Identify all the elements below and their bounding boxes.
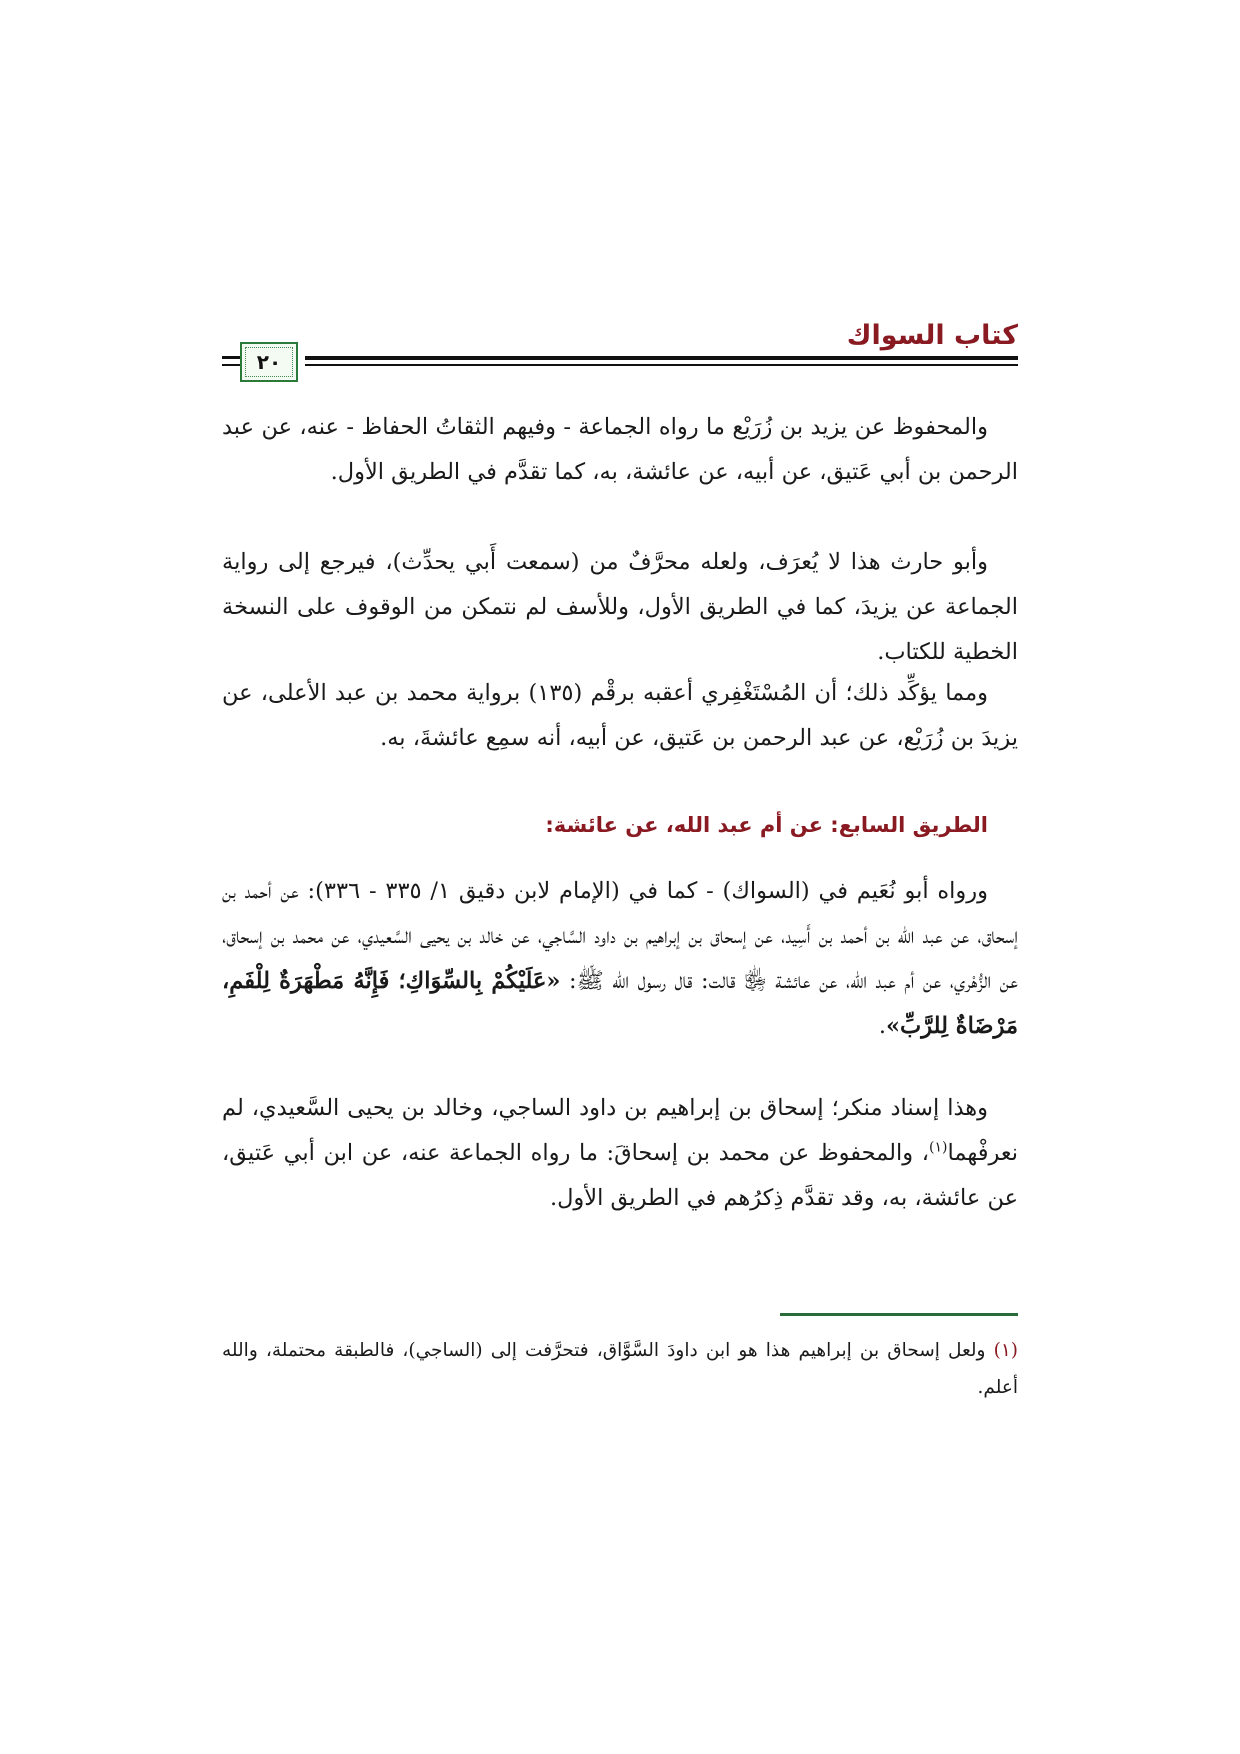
page-number-frame [240, 342, 298, 382]
subheading-block [222, 803, 1018, 848]
header-rule-left-thin [222, 364, 240, 366]
paragraph-1: والمحفوظ عن يزيد بن زُرَيْع ما رواه الجماعة - وفيهم الثقاتُ الحفاظ - عنه، عن عبد الرحمن بن أبي عَتيق، عن أبيه، عن عائشة، به، كما تقدَّم في الطريق الأول. [222, 414, 1018, 485]
paragraph-4-text: ورواه أبو نُعَيم في (السواك) - كما في (الإمام لابن دقيق ١/ ٣٣٥ - ٣٣٦): عن أحمد بن إسحاق، عن عبد الله بن أحمد بن أَسِيد، عن إسحاق بن إبراهيم بن داود السَّاجي، عن خالد بن يحيى السَّعيدي، عن محمد بن إسحاق، عن الزُّهْري، عن أم عبد الله، عن عائشة ﵂ قالت: قال رسول الله ﷺ: [222, 878, 1018, 994]
paragraph-1-block [222, 405, 1018, 495]
footnote-marker: (١) [993, 1340, 1018, 1361]
book-title: كتاب السواك [846, 320, 1018, 351]
page-number: ٢٠ [256, 350, 282, 374]
header-rule-thin [305, 364, 1018, 366]
paragraph-3: ومما يؤكِّد ذلك؛ أن المُسْتَغْفِري أعقبه برقْم (١٣٥) برواية محمد بن عبد الأعلى، عن يزيدَ بن زُرَيْع، عن عبد الرحمن بن عَتيق، عن أبيه، أنه سمِع عائشةَ، به. [222, 680, 1018, 751]
footnote-separator [780, 1313, 1018, 1316]
header-rule-thick [305, 356, 1018, 360]
section-heading: الطريق السابع: عن أم عبد الله، عن عائشة: [545, 813, 988, 837]
paragraph-2: وأبو حارث هذا لا يُعرَف، ولعله محرَّفٌ من (سمعت أَبي يحدِّث)، فيرجع إلى رواية الجماعة عن يزيدَ، كما في الطريق الأول، وللأسف لم نتمكن من الوقوف على النسخة الخطية للكتاب. [222, 549, 1018, 665]
paragraph-3-block [222, 671, 1018, 761]
header-rule-left-thick [222, 356, 240, 359]
paragraph-4-end: . [878, 1013, 886, 1039]
footnote-reference[interactable]: (١) [929, 1139, 948, 1156]
paragraph-5-block [222, 1086, 1018, 1221]
footnote [222, 1332, 1018, 1406]
paragraph-5-text-a: وهذا إسناد منكر؛ إسحاق بن إبراهيم بن داود الساجي، وخالد بن يحيى السَّعيدي، لم نعرفْهما [222, 1095, 1018, 1166]
hadith-quote: «عَلَيْكُمْ بِالسِّوَاكِ؛ فَإِنَّهُ مَطْهَرَةٌ لِلْفَمِ، مَرْضَاةٌ لِلرَّبِّ» [222, 968, 1018, 1039]
paragraph-4 [222, 869, 1018, 1049]
footnote-text: ولعل إسحاق بن إبراهيم هذا هو ابن داودَ السَّوَّاق، فتحرَّفت إلى (الساجي)، فالطبقة محتملة، والله أعلم. [222, 1340, 1018, 1398]
page-header [222, 312, 1018, 382]
paragraph-5 [222, 1086, 1018, 1221]
paragraph-2-block [222, 540, 1018, 675]
paragraph-4-block [222, 869, 1018, 1049]
paragraph-5-text-b: ، والمحفوظ عن محمد بن إسحاقَ: ما رواه الجماعة عنه، عن ابن أبي عَتيق، عن عائشة، به، وقد تقدَّم ذِكرُهم في الطريق الأول. [222, 1140, 1018, 1211]
